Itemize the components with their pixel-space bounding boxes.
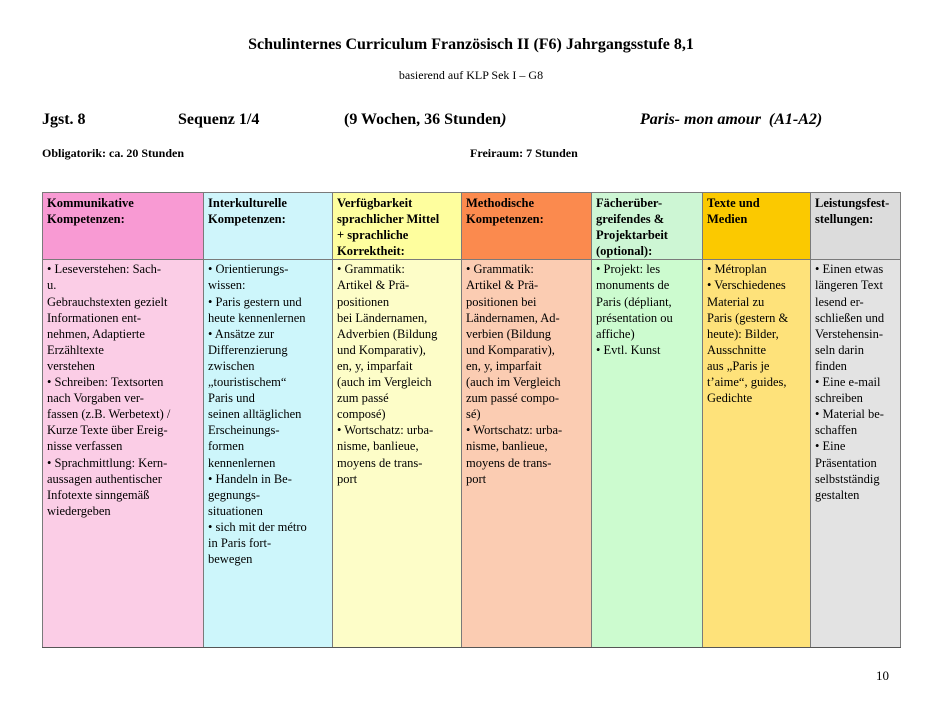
table-content-row: [43, 260, 901, 648]
cell-line: moyens de trans-: [337, 455, 423, 470]
cell-line: Leistungsfest-: [815, 196, 890, 210]
cell-line: Material zu: [707, 294, 765, 309]
cell-line: Infotexte sinngemäß: [47, 487, 150, 502]
duration-close: ): [501, 111, 507, 128]
cell-line: situationen: [208, 503, 263, 518]
cell-line: • Métroplan: [707, 262, 767, 277]
cell-line: Fächerüber-: [596, 196, 663, 210]
cell-line: • Eine e-mail: [815, 375, 881, 390]
cell-line: heute): Bilder,: [707, 326, 779, 341]
cell-line: bei Ländernamen,: [337, 310, 428, 325]
cell-line: Informationen ent-: [47, 310, 142, 325]
cell-line: nehmen, Adaptierte: [47, 326, 145, 341]
cell-line: greifendes &: [596, 212, 665, 227]
cell-line: wissen:: [208, 278, 246, 293]
cell-line: kennenlernen: [208, 455, 276, 470]
page-number: 10: [876, 668, 889, 683]
cell-line: selbstständig: [815, 471, 880, 486]
duration-text: (9 Wochen, 36 Stunden: [344, 111, 502, 128]
cell-line: Verstehensin-: [815, 326, 884, 341]
cell-line: heute kennenlernen: [208, 310, 306, 325]
cell-line: • Einen etwas: [815, 262, 884, 277]
cell-line: positionen bei: [466, 294, 537, 309]
cell-line: „touristischem“: [208, 375, 287, 390]
table-header-row: [43, 193, 901, 260]
cell-line: Artikel & Prä-: [466, 278, 539, 293]
header-faecheruebergreifend-projektarbeit: [592, 193, 703, 260]
cell-line: verstehen: [47, 358, 95, 373]
cell-line: Kompetenzen:: [47, 212, 125, 227]
cell-line: moyens de trans-: [466, 455, 552, 470]
cell-line: Erscheinungs-: [208, 423, 280, 438]
cell-line: • sich mit der métro: [208, 519, 307, 534]
obligatorik: Obligatorik: ca. 20 Stunden: [42, 146, 185, 160]
cell-line: composé): [337, 407, 386, 422]
cell-line: Verfügbarkeit: [337, 196, 413, 210]
cell-line: und Komparativ),: [337, 342, 426, 357]
cell-line: • Ansätze zur: [208, 326, 275, 341]
cell-line: • Grammatik:: [337, 262, 405, 277]
cell-line: Paris und: [208, 391, 255, 406]
cell-line: Kommunikative: [47, 196, 134, 210]
cell-line: • Grammatik:: [466, 262, 534, 277]
cell-line: gestalten: [815, 487, 860, 502]
cell-line: présentation ou: [596, 310, 673, 325]
document-title: Schulinternes Curriculum Französisch II (F6) Jahrgangsstufe 8,1: [248, 36, 694, 53]
document-subtitle: basierend auf KLP Sek I – G8: [398, 68, 544, 82]
cell-line: affiche): [596, 326, 635, 341]
cell-line: Artikel & Prä-: [337, 278, 410, 293]
cell-line: längeren Text: [815, 278, 883, 293]
cell-line: stellungen:: [815, 212, 874, 227]
cell-line: aus „Paris je: [707, 358, 770, 373]
cell-line: Medien: [707, 212, 748, 227]
cell-line: nisme, banlieue,: [337, 439, 419, 454]
cell-line: nisse verfassen: [47, 439, 123, 454]
cell-line: schließen und: [815, 310, 885, 325]
cell-line: Differenzierung: [208, 342, 288, 357]
cell-line: Ländernamen, Ad-: [466, 310, 560, 325]
cell-line: sé): [466, 407, 481, 422]
cell-line: • Orientierungs-: [208, 262, 289, 277]
cell-line: Kompetenzen:: [466, 212, 544, 227]
cell-line: port: [337, 471, 358, 486]
cell-kommunikative-kompetenzen: [43, 260, 204, 648]
header-texte-und-medien: [703, 193, 811, 260]
cell-line: Interkulturelle: [208, 196, 287, 210]
cell-line: Methodische: [466, 196, 535, 210]
cell-line: en, y, imparfait: [466, 358, 542, 373]
cell-line: verbien (Bildung: [466, 326, 552, 341]
duration: [344, 111, 506, 129]
cell-line: Ausschnitte: [707, 342, 767, 357]
header-verfuegbarkeit-sprachlicher-mittel: [333, 193, 462, 260]
cell-line: Projektarbeit: [596, 228, 668, 243]
cell-line: • Wortschatz: urba-: [337, 423, 434, 438]
cell-line: schreiben: [815, 391, 863, 406]
header-methodische-kompetenzen: [462, 193, 592, 260]
cell-line: aussagen authentischer: [47, 471, 162, 486]
cell-interkulturelle-kompetenzen: [204, 260, 333, 648]
cell-line: Präsentation: [815, 455, 877, 470]
cell-line: • Sprachmittlung: Kern-: [47, 455, 168, 470]
cell-line: wiedergeben: [47, 503, 111, 518]
cell-line: port: [466, 471, 487, 486]
header-leistungsfeststellungen: [811, 193, 901, 260]
cell-line: seln darin: [815, 342, 864, 357]
cell-line: seinen alltäglichen: [208, 407, 302, 422]
cell-line: fassen (z.B. Werbetext) /: [47, 407, 171, 422]
cell-line: • Paris gestern und: [208, 294, 302, 309]
grade-level: Jgst. 8: [42, 111, 86, 128]
cell-line: Kurze Texte über Ereig-: [47, 423, 168, 438]
curriculum-table: [42, 192, 901, 648]
cell-line: zum passé: [337, 391, 389, 406]
header-interkulturelle-kompetenzen: [204, 193, 333, 260]
cell-texte-und-medien: [703, 260, 811, 648]
cell-line: sprachlicher Mittel: [337, 212, 440, 227]
cell-line: (auch im Vergleich: [466, 375, 561, 390]
cell-methodische-kompetenzen: [462, 260, 592, 648]
cell-line: formen: [208, 439, 245, 454]
cell-line: Paris (dépliant,: [596, 294, 672, 309]
cell-line: Kompetenzen:: [208, 212, 286, 227]
theme-title: Paris- mon amour: [640, 111, 761, 128]
freiraum: Freiraum: 7 Stunden: [470, 146, 578, 160]
cell-verfuegbarkeit-sprachlicher-mittel: [333, 260, 462, 648]
cell-line: lesend er-: [815, 294, 864, 309]
cell-line: nisme, banlieue,: [466, 439, 548, 454]
cell-faecheruebergreifend-projektarbeit: [592, 260, 703, 648]
cell-line: monuments de: [596, 278, 670, 293]
cell-line: gegnungs-: [208, 487, 261, 502]
cell-line: zum passé compo-: [466, 391, 560, 406]
cell-line: Gebrauchstexten gezielt: [47, 294, 168, 309]
theme-level: (A1-A2): [768, 111, 823, 128]
unit-theme: [640, 111, 822, 129]
cell-line: u.: [47, 278, 57, 293]
cell-line: • Verschiedenes: [707, 278, 786, 293]
cell-line: t’aime“, guides,: [707, 375, 787, 390]
cell-line: Gedichte: [707, 391, 753, 406]
cell-line: positionen: [337, 294, 390, 309]
cell-line: Texte und: [707, 196, 760, 210]
cell-line: • Handeln in Be-: [208, 471, 292, 486]
cell-line: und Komparativ),: [466, 342, 555, 357]
cell-line: Paris (gestern &: [707, 310, 789, 325]
cell-line: in Paris fort-: [208, 535, 272, 550]
cell-line: (auch im Vergleich: [337, 375, 432, 390]
cell-line: • Evtl. Kunst: [596, 342, 661, 357]
cell-line: (optional):: [596, 244, 653, 259]
cell-line: finden: [815, 358, 847, 373]
cell-line: schaffen: [815, 423, 858, 438]
cell-line: Adverbien (Bildung: [337, 326, 438, 341]
sequence: Sequenz 1/4: [178, 111, 260, 128]
cell-line: • Leseverstehen: Sach-: [47, 262, 162, 277]
cell-line: bewegen: [208, 552, 253, 567]
cell-line: • Wortschatz: urba-: [466, 423, 563, 438]
cell-line: • Schreiben: Textsorten: [47, 375, 164, 390]
cell-leistungsfeststellungen: [811, 260, 901, 648]
cell-line: • Material be-: [815, 407, 884, 422]
cell-line: Erzähltexte: [47, 342, 104, 357]
cell-line: + sprachliche: [337, 228, 409, 243]
header-kommunikative-kompetenzen: [43, 193, 204, 260]
cell-line: nach Vorgaben ver-: [47, 391, 144, 406]
cell-line: en, y, imparfait: [337, 358, 413, 373]
cell-line: Korrektheit:: [337, 244, 405, 259]
cell-line: zwischen: [208, 358, 255, 373]
cell-line: • Projekt: les: [596, 262, 661, 277]
cell-line: • Eine: [815, 439, 846, 454]
